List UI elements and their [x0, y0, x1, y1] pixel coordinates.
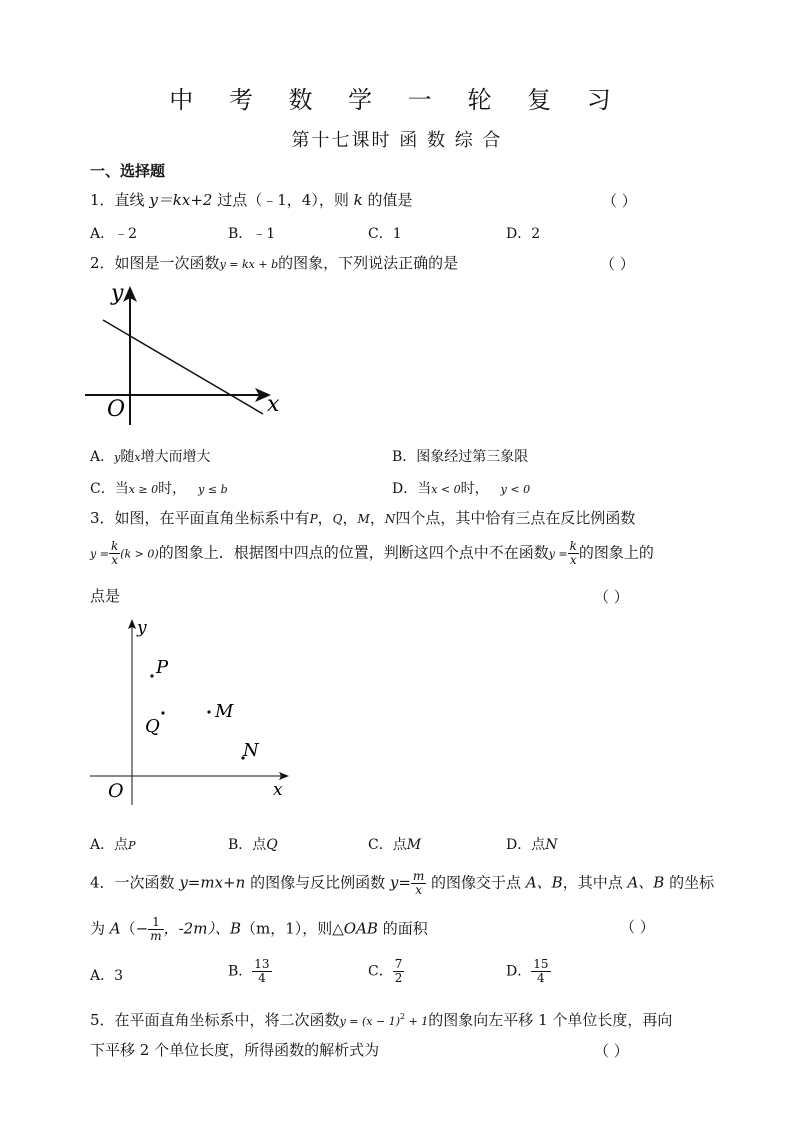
option-c: C．1: [368, 226, 402, 242]
answer-blank-5: （ ）: [594, 1042, 629, 1060]
page-title: 中 考 数 学 一 轮 复 习: [169, 86, 625, 114]
option-b: B． $\frac{13}{4}$: [228, 957, 270, 985]
math-expression: y=mx+n: [179, 873, 246, 892]
origin-label: O: [107, 397, 126, 422]
x-axis-label: x: [267, 392, 280, 417]
point-m-label: M: [215, 701, 234, 722]
y-axis-label: y: [137, 618, 147, 638]
point-n-label: N: [243, 740, 259, 761]
question-3-line-2: y = $\frac{k}{x}$ (k > 0)的图象上．根据图中四点的位置，判断这四个点中不在函数y = $\frac{k}{x}$ 的图象上的: [90, 539, 654, 567]
option-d: D． $\frac{15}{4}$: [506, 957, 549, 985]
point-q-label: Q: [145, 716, 160, 737]
option-d: D．当x < 0时， y < 0: [392, 481, 531, 497]
point-p-label: P: [156, 657, 169, 678]
question-number: 1．: [90, 191, 115, 209]
question-5-line-2: 下平移 2 个单位长度，所得函数的解析式为: [90, 1041, 380, 1059]
origin-label: O: [108, 780, 124, 802]
option-a: A．点P: [90, 837, 136, 853]
math-expression: y＝kx+2: [149, 191, 213, 209]
question-5: 5．在平面直角坐标系中，将二次函数$y = (x - 1)^2 + 1$的图象向左平移 1 个单位长度，再向: [90, 1011, 673, 1029]
question-2: 2．如图是一次函数y = kx + b的图象，下列说法正确的是: [90, 254, 459, 272]
option-b: B．点Q: [228, 837, 278, 853]
question-4: 4．一次函数 y=mx+n 的图像与反比例函数 y= $\frac{m}{x}$ 的图像交于点 A、B，其中点 A、B 的坐标: [90, 869, 715, 897]
question-3: 3．如图，在平面直角坐标系中有P，Q，M，N四个点，其中恰有三点在反比例函数: [90, 509, 636, 527]
page-subtitle: 第十七课时 函 数 综 合: [291, 130, 503, 151]
math-expression: y = kx + b: [219, 258, 279, 271]
point-coordinate-graph: [85, 615, 300, 805]
point-q: [161, 711, 164, 714]
option-c: C． $\frac{7}{2}$: [368, 957, 403, 985]
answer-blank-2: （ ）: [600, 255, 635, 273]
option-a: A．3: [90, 968, 124, 984]
option-d: D．点N: [506, 837, 558, 853]
function-line: [103, 320, 263, 414]
point-p: [150, 674, 153, 677]
question-3-line-3: 点是: [90, 587, 121, 605]
question-4-line-2: 为 A（− $\frac{1}{m}$ ，-2m）、B（m，1），则△OAB 的面积: [90, 915, 428, 943]
question-1: 1．直线 y＝kx+2 过点（﹣1，4），则 k 的值是: [90, 191, 413, 209]
option-c: C．当x ≥ 0时， y ≤ b: [90, 481, 228, 497]
option-d: D．2: [506, 226, 541, 242]
section-heading: 一、选择题: [90, 162, 166, 180]
option-a: A．y随x增大而增大: [90, 449, 211, 465]
answer-blank-3: （ ）: [594, 588, 629, 606]
option-a: A．﹣2: [90, 226, 138, 242]
option-b: B．﹣1: [228, 226, 276, 242]
option-b: B．图象经过第三象限: [392, 449, 529, 465]
math-expression: y = (x − 1): [339, 1015, 400, 1028]
point-m: [207, 710, 210, 713]
x-axis-label: x: [273, 780, 283, 800]
answer-blank-4: （ ）: [620, 918, 655, 936]
option-c: C．点M: [368, 837, 422, 853]
answer-blank-1: （ ）: [602, 192, 637, 210]
linear-function-graph: [85, 280, 295, 425]
y-axis-label: y: [111, 281, 124, 306]
